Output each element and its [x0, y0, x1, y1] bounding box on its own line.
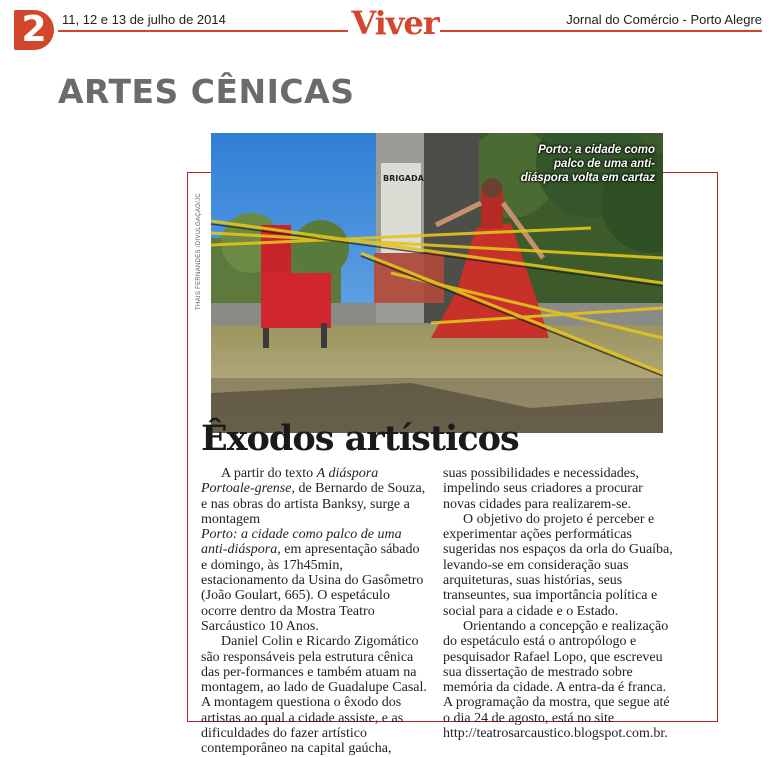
sign-text: BRIGADA [383, 174, 424, 183]
newspaper-name: Jornal do Comércio - Porto Alegre [566, 12, 762, 27]
article-headline: Êxodos artísticos [201, 418, 519, 459]
photo-caption: Porto: a cidade como palco de uma anti-diáspora volta em cartaz [520, 144, 655, 184]
header-rule-left [58, 30, 348, 32]
photo-credit: THAIS FERNANDES /DIVULGAÇÃO/JC [196, 192, 202, 310]
paragraph: Porto: a cidade como palco de uma anti-diáspora, em apresentação sábado e domingo, às 17h45min, estacionamento da Usina do Gasômetro (João Goulart, 665). O espetáculo ocorre dentro da Mostra Teatro Sarcáustico 10 Anos. [201, 527, 424, 634]
rubric-title: ARTES CÊNICAS [58, 72, 355, 111]
paragraph: O objetivo do projeto é perceber e experimentar ações performáticas sugeridas nos espaços da orla do Guaíba, levando-se em consideração suas arquiteturas, suas histórias, seus transeuntes, sua importância política e social para a cidade e o Estado. [443, 511, 673, 619]
issue-date: 11, 12 e 13 de julho de 2014 [62, 12, 226, 27]
paragraph: Daniel Colin e Ricardo Zigomático são responsáveis pela estrutura cênica das per-formances e também atuam na montagem, ao lado de Guadalupe Casal. A montagem questiona o êxodo dos artistas ao qual a cidade assiste, e as dificuldades do fazer artístico contemporâneo na capital gaúcha, [201, 634, 427, 757]
page-number-badge: 2 [14, 10, 54, 50]
section-title: Viver [351, 4, 439, 42]
play-title: Porto: a cidade como palco de uma anti-diáspora [201, 527, 402, 558]
article-photo [211, 133, 663, 433]
paragraph: suas possibilidades e necessidades, impelindo seus criadores a procurar novas cidades para realizarem-se. [443, 466, 643, 512]
paragraph: A partir do texto A diáspora Portoale-grense, de Bernardo de Souza, e nas obras do artista Banksy, surge a montagem [201, 466, 426, 527]
header-rule-right [440, 30, 762, 32]
paragraph: Orientando a concepção e realização do espetáculo está o antropólogo e pesquisador Rafael Lopo, que escreveu sua dissertação de mestrado sobre memória da cidade. A entra-da é franca. A programação da mostra, que segue até o dia 24 de agosto, está no site http://teatrosarcaustico.blogspot.com.br. [443, 618, 670, 742]
work-title: A diáspora Portoale-grense [201, 466, 379, 497]
article-column-left [201, 466, 429, 757]
page-header [0, 0, 782, 56]
article-column-right [443, 466, 675, 741]
